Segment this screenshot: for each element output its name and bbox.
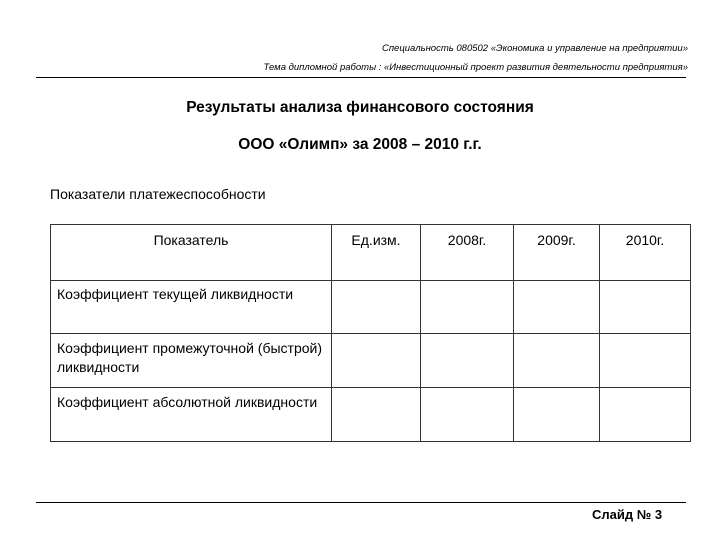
section-title: Показатели платежеспособности: [50, 186, 266, 202]
cell-2008: [421, 281, 514, 334]
column-header-unit: Ед.изм.: [332, 225, 421, 281]
specialty-header: Специальность 080502 «Экономика и управление на предприятии»: [381, 43, 688, 54]
row-indicator-quick-liquidity: Коэффициент промежуточной (быстрой) ликвидности: [51, 334, 332, 388]
column-header-2008: 2008г.: [421, 225, 514, 281]
cell-2009: [514, 281, 600, 334]
table-row: [51, 281, 691, 334]
table-row: [51, 388, 691, 442]
column-header-2010: 2010г.: [600, 225, 691, 281]
cell-2008: [421, 334, 514, 388]
slide-number: Слайд № 3: [592, 507, 663, 522]
table-header-row: [51, 225, 691, 281]
table-row: [51, 334, 691, 388]
cell-2010: [600, 388, 691, 442]
cell-2008: [421, 388, 514, 442]
header-divider: [36, 77, 686, 78]
liquidity-table: [50, 224, 691, 442]
row-indicator-current-liquidity: Коэффициент текущей ликвидности: [51, 281, 332, 334]
column-header-2009: 2009г.: [514, 225, 600, 281]
footer-divider: [36, 502, 686, 503]
slide-subtitle: ООО «Олимп» за 2008 – 2010 г.г.: [238, 136, 482, 153]
cell-2009: [514, 334, 600, 388]
cell-2009: [514, 388, 600, 442]
cell-2010: [600, 334, 691, 388]
column-header-indicator: Показатель: [51, 225, 332, 281]
cell-unit: [332, 281, 421, 334]
slide-title: Результаты анализа финансового состояния: [186, 99, 534, 116]
thesis-topic-header: Тема дипломной работы : «Инвестиционный проект развития деятельности предприятия»: [263, 62, 688, 73]
cell-unit: [332, 388, 421, 442]
cell-unit: [332, 334, 421, 388]
row-indicator-absolute-liquidity: Коэффициент абсолютной ликвидности: [51, 388, 332, 442]
cell-2010: [600, 281, 691, 334]
